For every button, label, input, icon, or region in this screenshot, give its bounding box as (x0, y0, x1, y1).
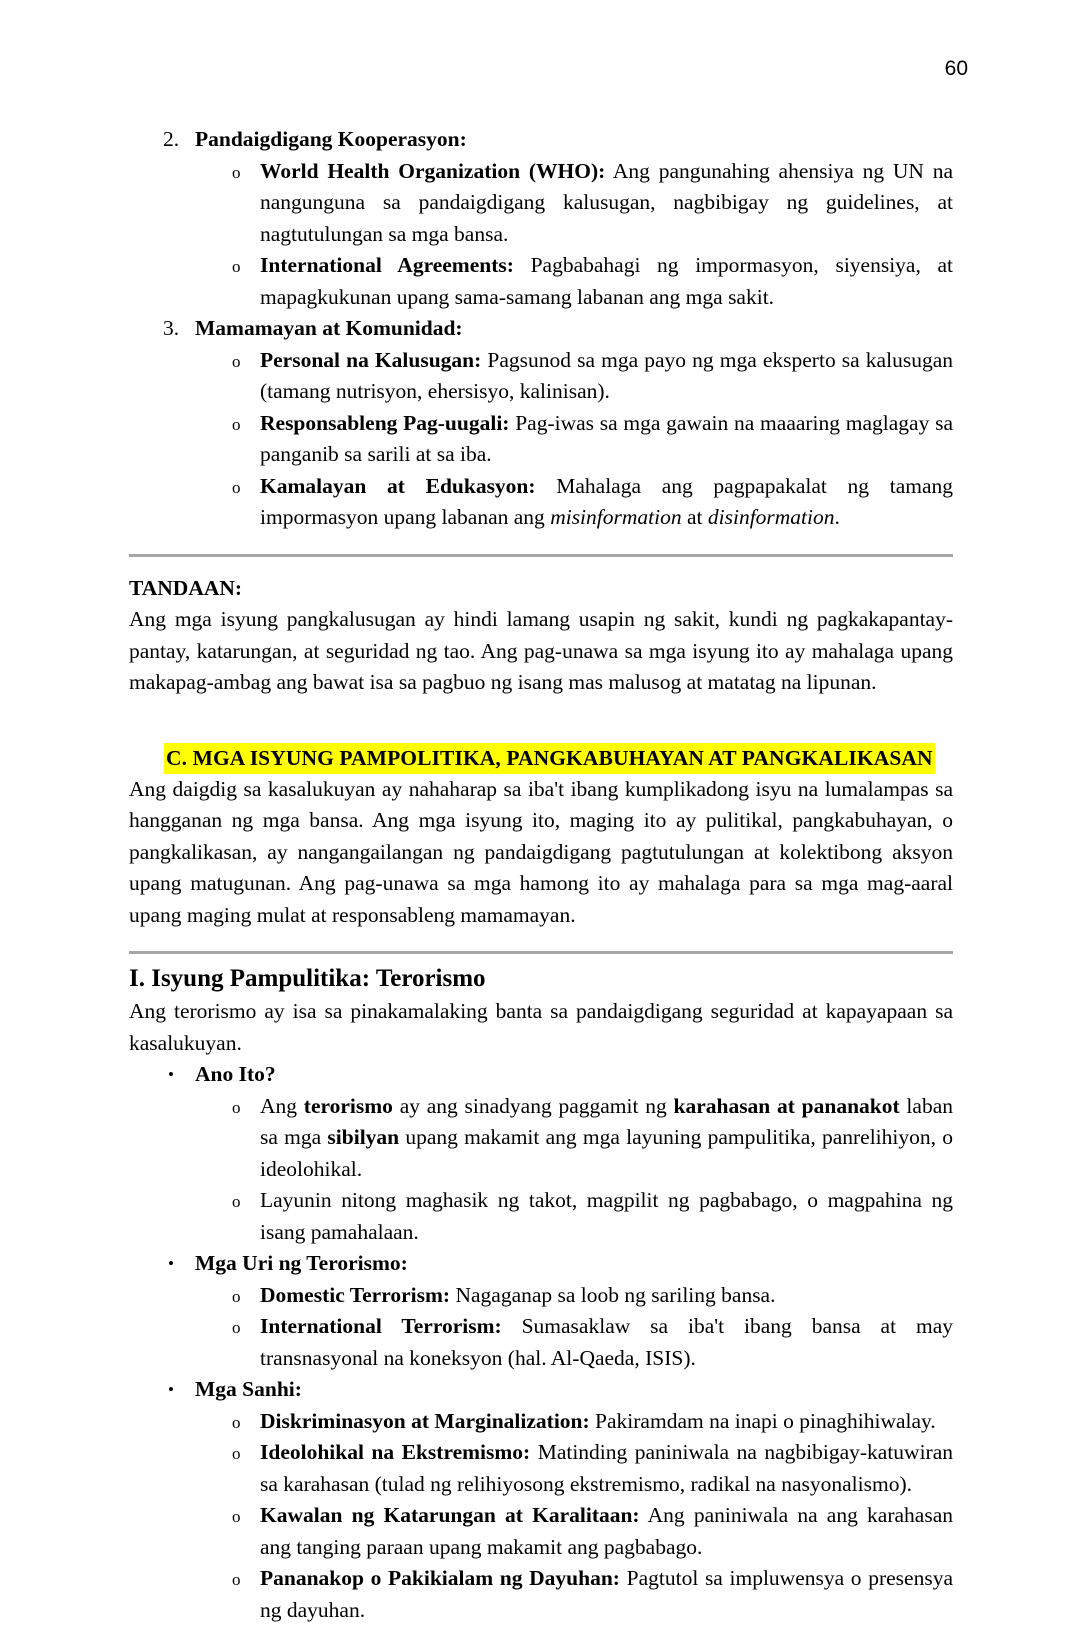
sub-list-marker: o (232, 1092, 241, 1124)
sub-list-marker: o (232, 251, 241, 283)
sub-item-text: Pagtutol sa impluwensya o presensya ng dayuhan. (260, 1566, 953, 1622)
sub-list-marker: o (232, 1312, 241, 1344)
sub-list-marker: o (232, 1438, 241, 1470)
list-item (129, 1374, 953, 1626)
list-item-label: Mga Sanhi: (195, 1377, 302, 1401)
sub-item-term: International Agreements: (260, 253, 514, 277)
sub-list-marker: o (232, 1501, 241, 1533)
sub-list-item (195, 1437, 953, 1500)
sub-list (195, 345, 953, 534)
section-divider (129, 951, 953, 954)
sub-list (195, 156, 953, 314)
sub-item-text: laban sa mga (260, 1094, 953, 1150)
tandaan-block (129, 573, 953, 699)
sub-item-emphasis: misinformation (550, 505, 681, 529)
sub-item-text: Pakiramdam na inapi o pinaghihiwalay. (590, 1409, 936, 1433)
sub-list-item (195, 1185, 953, 1248)
sub-item-text: Pagbabahagi ng impormasyon, siyensiya, at mapagkukunan upang sama-samang labanan ang mga sakit. (260, 253, 953, 309)
bullet-marker: • (168, 1059, 174, 1091)
sub-item-term: World Health Organization (WHO): (260, 159, 605, 183)
sub-list-item (195, 1500, 953, 1563)
sub-item-tail: upang makamit ang mga layuning pampulitika, panrelihiyon, o ideolohikal. (260, 1125, 953, 1181)
sub-item-text: Mahalaga ang pagpapakalat ng tamang impormasyon upang labanan ang (260, 474, 953, 530)
sub-item-emphasis: disinformation (708, 505, 835, 529)
sub-item-text: Layunin nitong maghasik ng takot, magpilit ng pagbabago, o magpahina ng isang pamahalaan. (260, 1188, 953, 1244)
sub-list-marker: o (232, 1407, 241, 1439)
section-c-body: Ang daigdig sa kasalukuyan ay nahaharap sa iba't ibang kumplikadong isyu na lumalampas sa hangganan ng mga bansa. Ang mga isyung ito, maging ito ay pulitikal, pangkabuhayan, o pangkalikasan, ay nangangailangan ng pandaigdigang pagtutulungan at kolektibong aksyon upang matugunan. Ang pag-unawa sa mga hamong ito ay mahalaga para sa mga mag-aaral upang maging mulat at responsableng mamamayan. (129, 774, 953, 932)
sub-item-text: Nagaganap sa loob ng sariling bansa. (450, 1283, 775, 1307)
sub-list (195, 1280, 953, 1375)
page-content (129, 124, 953, 1626)
section-c-heading-wrap (164, 743, 953, 774)
sub-item-term: International Terrorism: (260, 1314, 502, 1338)
sub-item-term: Diskriminasyon at Marginalization: (260, 1409, 590, 1433)
sub-item-term: Pananakop o Pakikialam ng Dayuhan: (260, 1566, 620, 1590)
sub-item-term: Domestic Terrorism: (260, 1283, 450, 1307)
sub-item-term: Kawalan ng Katarungan at Karalitaan: (260, 1503, 640, 1527)
sub-item-term: Responsableng Pag-uugali: (260, 411, 509, 435)
list-item (129, 1059, 953, 1248)
sub-list-item (195, 471, 953, 534)
sub-item-text: Pag-iwas sa mga gawain na maaaring maglagay sa panganib sa sarili at sa iba. (260, 411, 953, 467)
sub-item-term: sibilyan (327, 1125, 399, 1149)
sub-item-conjunction: at (682, 505, 708, 529)
sub-item-pre: Ang (260, 1094, 304, 1118)
sub-list-marker: o (232, 472, 241, 504)
sub-list-item (195, 345, 953, 408)
sub-list-marker: o (232, 346, 241, 378)
numbered-list (129, 124, 953, 534)
bullet-marker: • (168, 1248, 174, 1280)
list-item-label: Mga Uri ng Terorismo: (195, 1251, 408, 1275)
list-item-label: Mamamayan at Komunidad: (195, 316, 463, 340)
section-i-heading: I. Isyung Pampulitika: Terorismo (129, 962, 953, 996)
sub-list (195, 1406, 953, 1626)
list-marker: 2. (163, 124, 179, 156)
list-marker: 3. (163, 313, 179, 345)
sub-list-item (195, 1280, 953, 1312)
sub-list-item (195, 1406, 953, 1438)
sub-list-marker: o (232, 157, 241, 189)
sub-item-text: Matinding paniniwala na nagbibigay-katuwiran sa karahasan (tulad ng relihiyosong ekstremismo, radikal na nasyonalismo). (260, 1440, 953, 1496)
sub-list-item (195, 156, 953, 251)
list-item-label: Ano Ito? (195, 1062, 276, 1086)
sub-list (195, 1091, 953, 1249)
sub-item-text: Ang paniniwala na ang karahasan ang tanging paraan upang makamit ang pagbabago. (260, 1503, 953, 1559)
page-number: 60 (945, 58, 968, 79)
sub-list-marker: o (232, 1564, 241, 1596)
bullet-marker: • (168, 1374, 174, 1406)
sub-item-tail: . (835, 505, 840, 529)
sub-item-term: karahasan at pananakot (673, 1094, 899, 1118)
sub-item-term: terorismo (304, 1094, 393, 1118)
sub-list-marker: o (232, 409, 241, 441)
section-divider (129, 554, 953, 557)
sub-item-term: Ideolohikal na Ekstremismo: (260, 1440, 530, 1464)
list-item (129, 1248, 953, 1374)
sub-list-item (195, 250, 953, 313)
sub-list-item (195, 1311, 953, 1374)
tandaan-heading: TANDAAN: (129, 573, 953, 605)
tandaan-body: Ang mga isyung pangkalusugan ay hindi lamang usapin ng sakit, kundi ng pagkakapantay-pantay, katarungan, at seguridad ng tao. Ang pag-unawa sa mga isyung ito ay mahalaga upang makapag-ambag ang bawat isa sa pagbuo ng isang mas malusog at matatag na lipunan. (129, 604, 953, 699)
sub-list-item (195, 1563, 953, 1626)
list-item (129, 124, 953, 313)
sub-item-term: Personal na Kalusugan: (260, 348, 481, 372)
section-c-heading: C. MGA ISYUNG PAMPOLITIKA, PANGKABUHAYAN AT PANGKALIKASAN (164, 743, 935, 774)
sub-list-marker: o (232, 1281, 241, 1313)
section-i-intro: Ang terorismo ay isa sa pinakamalaking banta sa pandaigdigang seguridad at kapayapaan sa kasalukuyan. (129, 996, 953, 1059)
sub-item-text: ay ang sinadyang paggamit ng (393, 1094, 674, 1118)
sub-item-term: Kamalayan at Edukasyon: (260, 474, 536, 498)
bulleted-list (129, 1059, 953, 1626)
sub-item-text: Pagsunod sa mga payo ng mga eksperto sa kalusugan (tamang nutrisyon, ehersisyo, kalinisan). (260, 348, 953, 404)
list-item-label: Pandaigdigang Kooperasyon: (195, 127, 467, 151)
sub-list-item (195, 1091, 953, 1186)
sub-list-marker: o (232, 1186, 241, 1218)
sub-list-item (195, 408, 953, 471)
list-item (129, 313, 953, 534)
sub-item-text: Ang pangunahing ahensiya ng UN na nangunguna sa pandaigdigang kalusugan, nagbibigay ng guidelines, at nagtutulungan sa mga bansa. (260, 159, 953, 246)
sub-item-text: Sumasaklaw sa iba't ibang bansa at may transnasyonal na koneksyon (hal. Al-Qaeda, ISIS). (260, 1314, 953, 1370)
